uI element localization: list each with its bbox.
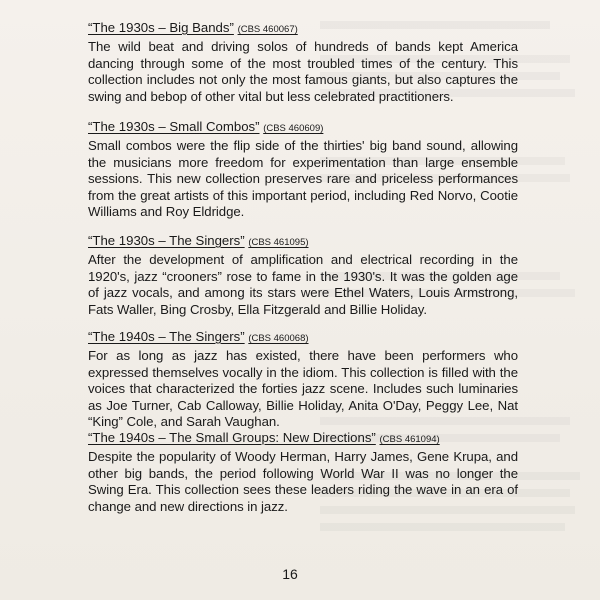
- entry-heading: [88, 19, 518, 39]
- album-title: “The 1940s – The Singers”: [88, 329, 245, 344]
- entry-heading: [88, 232, 518, 252]
- album-description: After the development of amplification and electrical recording in the 1920's, jazz “crooners” rose to fame in the 1930's. It was the golden age of jazz vocals, and among its stars were Ethel Waters, Louis Armstrong, Fats Waller, Bing Crosby, Ella Fitzgerald and Billie Holiday.: [88, 252, 518, 317]
- catalog-number: (CBS 460068): [248, 333, 309, 344]
- album-title: “The 1930s – Small Combos”: [88, 119, 260, 134]
- entry-heading: [88, 328, 518, 348]
- album-entry: [88, 232, 518, 318]
- album-entry: [88, 429, 518, 515]
- entry-heading: [88, 429, 518, 449]
- catalog-number: (CBS 460609): [263, 123, 324, 134]
- album-title: “The 1930s – The Singers”: [88, 233, 245, 248]
- entry-heading: [88, 118, 518, 138]
- catalog-number: (CBS 461094): [379, 434, 440, 445]
- album-description: Small combos were the flip side of the thirties' big band sound, allowing the musicians more freedom for experimentation than large ensemble sessions. This new collection preserves rare and priceless performances from the great artists of this important period, including Red Norvo, Cootie Williams and Roy Eldridge.: [88, 138, 518, 220]
- album-entry: [88, 118, 518, 221]
- album-description: The wild beat and driving solos of hundreds of bands kept America dancing through some of the most troubled times of the century. This collection includes not only the most famous giants, but also captures the swing and bebop of other vital but less celebrated practitioners.: [88, 39, 518, 104]
- album-description: For as long as jazz has existed, there have been performers who expressed themselves vocally in the idiom. This collection is filled with the voices that characterized the forties jazz scene. Includes such luminaries as Joe Turner, Cab Calloway, Billie Holiday, Anita O'Day, Peggy Lee, Nat “King” Cole, and Sarah Vaughan.: [88, 348, 518, 430]
- catalog-number: (CBS 461095): [248, 237, 309, 248]
- catalog-number: (CBS 460067): [237, 24, 298, 35]
- album-title: “The 1940s – The Small Groups: New Directions”: [88, 430, 376, 445]
- page-number: 16: [282, 566, 298, 582]
- album-description: Despite the popularity of Woody Herman, Harry James, Gene Krupa, and other big bands, the period following World War II was no longer the Swing Era. This collection sees these leaders riding the wave in an era of change and new directions in jazz.: [88, 449, 518, 514]
- album-entry: [88, 328, 518, 431]
- album-title: “The 1930s – Big Bands”: [88, 20, 234, 35]
- album-entry: [88, 19, 518, 105]
